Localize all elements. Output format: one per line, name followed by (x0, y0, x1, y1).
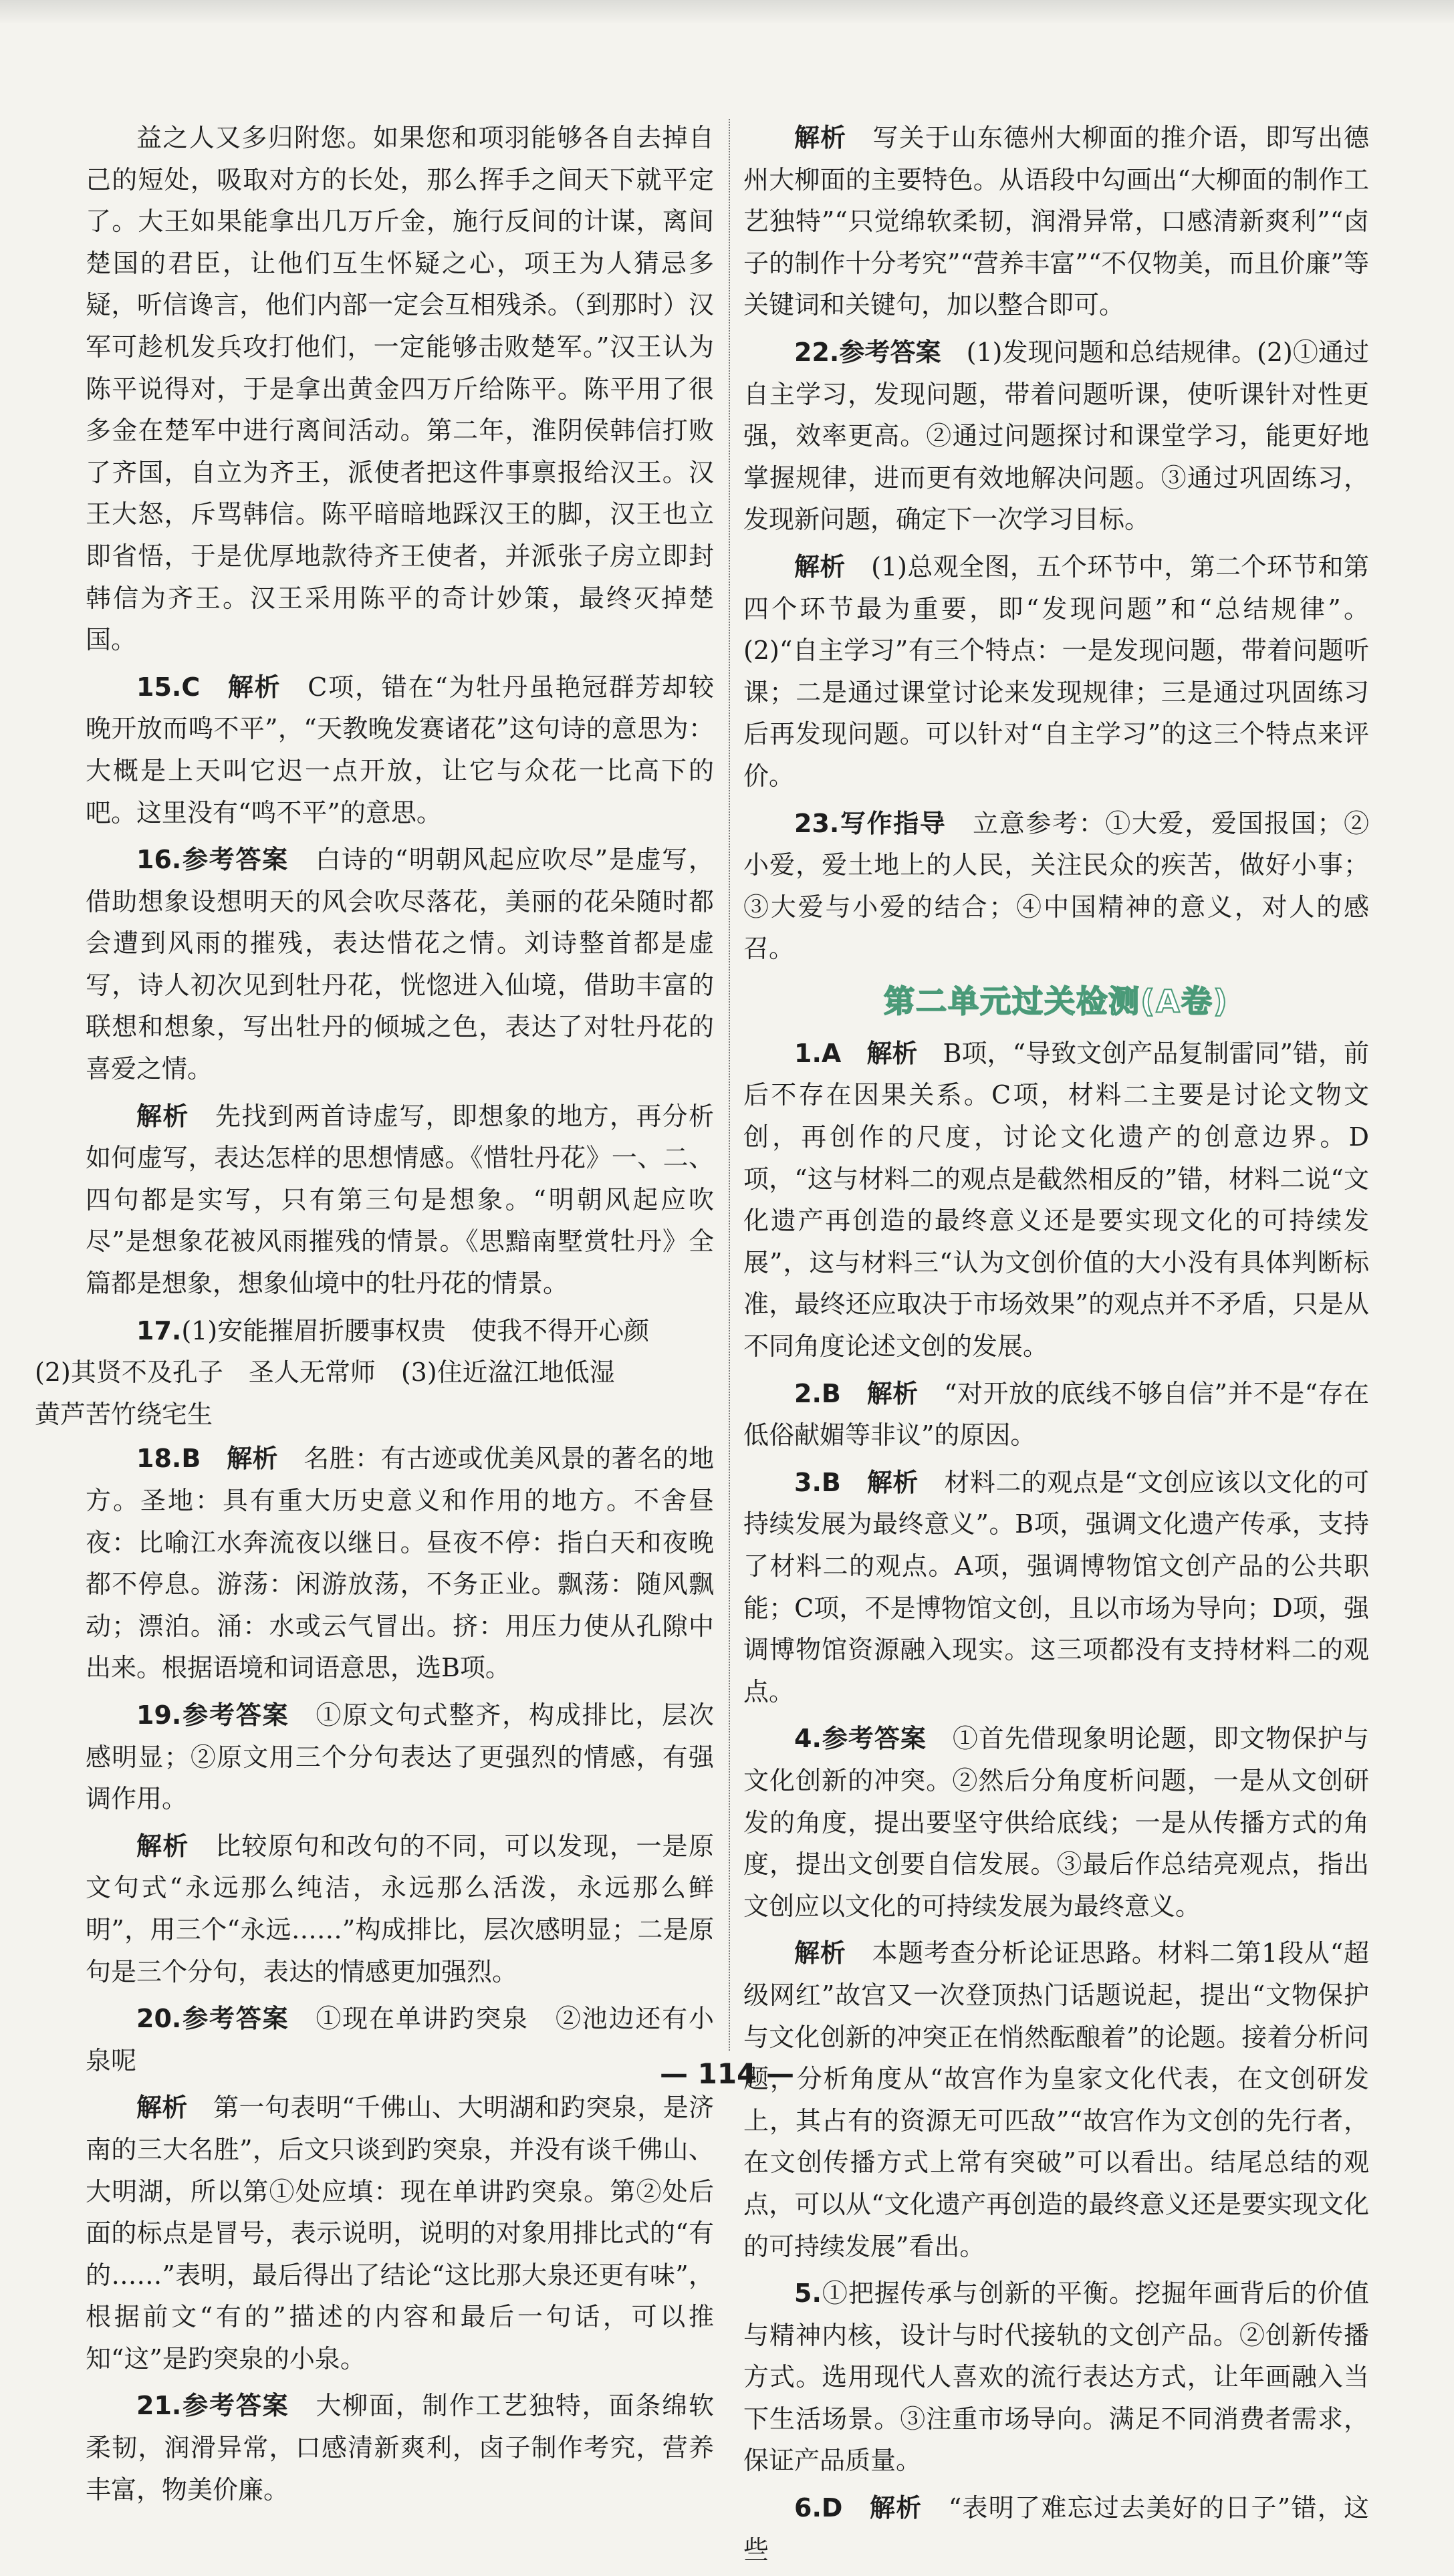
analysis-text: 比较原句和改句的不同，可以发现，一是原文句式“永远那么纯洁，永远那么活泼，永远那么鲜明”，用三个“永远……”构成排比，层次感明显；二是原句是三个分句，表达的情感更加强烈。 (86, 1831, 714, 1986)
answer-line: (1)安能摧眉折腰事权贵 使我不得开心颜 (181, 1315, 650, 1345)
column-divider (729, 119, 730, 2051)
answer-q17 (35, 1310, 714, 1436)
analysis-text: B项，“导致文创产品复制雷同”错，前后不存在因果关系。C项，材料二主要是讨论文物文创，再创作的尺度，讨论文化遗产的创意边界。D项，“这与材料二的观点是截然相反的”错，材料二说“文化遗产再创造的最终意义还是要实现文化的可持续发展”，这与材料三“认为文创价值的大小没有具体判断标准，最终还应取决于市场效果”的观点并不矛盾，只是从不同角度论述文创的发展。 (743, 1038, 1369, 1362)
analysis-label: 解析 (227, 1444, 278, 1474)
question-number: 22. (794, 337, 840, 367)
reference-answer-text: ①现在单讲趵突泉 ②池边还有小泉呢 (86, 2004, 714, 2075)
analysis-text: 本题考查分析论证思路。材料二第1段从“超级网红”故宫又一次登顶热门话题说起，提出“文物保护与文化创新的冲突正在悄然酝酿着”的论题。接着分析问题，分析角度从“故宫作为皇家文化代表，在文创研发上，其占有的资源无可匹敌”“故宫作为文创的先行者，在文创传播方式上常有突破”可以看出。结尾总结的观点，可以从“文化遗产再创造的最终意义还是要实现文化的可持续发展”看出。 (743, 1938, 1369, 2261)
question-number: 6. (794, 2493, 822, 2523)
reference-answer-label: 参考答案 (821, 1724, 927, 1754)
answer-q21 (86, 2385, 714, 2510)
analysis-q16 (86, 1096, 714, 1305)
answer-line: (2)其贤不及孔子 圣人无常师 (3)住近湓江地低湿 (35, 1358, 615, 1388)
reference-answer-text: 白诗的“明朝风起应吹尽”是虚写，借助想象设想明天的风会吹尽落花，美丽的花朵随时都会遭到风雨的摧残，表达惜花之情。刘诗整首都是虚写，诗人初次见到牡丹花，恍惚进入仙境，借助丰富的联想和想象，写出牡丹的倾城之色，表达了对牡丹花的喜爱之情。 (86, 845, 714, 1084)
analysis-label: 解析 (794, 123, 847, 152)
answer-q22 (743, 332, 1369, 541)
paragraph-text: 益之人又多归附您。如果您和项羽能够各自去掉自己的短处，吸取对方的长处，那么挥手之间天下就平定了。大王如果能拿出几万斤金，施行反间的计谋，离间楚国的君臣，让他们互生怀疑之心，项王为人猜忌多疑，听信谗言，他们内部一定会互相残杀。（到那时）汉军可趁机发兵攻打他们，一定能够击败楚军。”汉王认为陈平说得对，于是拿出黄金四万斤给陈平。陈平用了很多金在楚军中进行离间活动。第二年，淮阴侯韩信打败了齐国，自立为齐王，派使者把这件事禀报给汉王。汉王大怒，斥骂韩信。陈平暗暗地踩汉王的脚，汉王也立即省悟，于是优厚地款待齐王使者，并派张子房立即封韩信为齐王。汉王采用陈平的奇计妙策，最终灭掉楚国。 (86, 123, 714, 655)
analysis-q22 (743, 546, 1369, 797)
answer-s5 (743, 2273, 1369, 2482)
answer-q23 (743, 803, 1369, 970)
question-number: 3. (794, 1467, 822, 1497)
analysis-text: 写关于山东德州大柳面的推介语，即写出德州大柳面的主要特色。从语段中勾画出“大柳面的制作工艺独特”“只觉绵软柔韧，润滑异常，口感清新爽利”“卤子的制作十分考究”“营养丰富”“不仅物美，而且价廉”等关键词和关键句，加以整合即可。 (743, 123, 1369, 320)
analysis-label: 解析 (866, 1467, 919, 1497)
writing-guidance-label: 写作指导 (839, 808, 947, 838)
question-number: 5. (794, 2279, 822, 2309)
analysis-text: 先找到两首诗虚写，即想象的地方，再分析如何虚写，表达怎样的思想情感。《惜牡丹花》一、二、四句都是实写，只有第三句是想象。“明朝风起应吹尽”是想象花被风雨摧残的情景。《思黯南墅赏牡丹》全篇都是想象，想象仙境中的牡丹花的情景。 (86, 1101, 714, 1299)
question-number: 16. (136, 845, 182, 875)
analysis-label: 解析 (136, 1101, 189, 1131)
analysis-label: 解析 (794, 551, 846, 582)
right-column (743, 117, 1369, 2576)
answer-choice: A (821, 1038, 842, 1068)
answer-text: ①把握传承与创新的平衡。挖掘年画背后的价值与精神内核，设计与时代接轨的文创产品。②创新传播方式。选用现代人喜欢的流行表达方式，让年画融入当下生活场景。③注重市场导向。满足不同消费者需求，保证产品质量。 (743, 2279, 1369, 2476)
answer-choice: B (821, 1467, 841, 1497)
analysis-text: 第一句表明“千佛山、大明湖和趵突泉，是济南的三大名胜”，后文只谈到趵突泉，并没有谈千佛山、大明湖，所以第①处应填：现在单讲趵突泉。第②处后面的标点是冒号，表示说明，说明的对象用排比式的“有的……”表明，最后得出了结论“这比那大泉还更有味”，根据前文“有的”描述的内容和最后一句话，可以推知“这”是趵突泉的小泉。 (86, 2093, 714, 2373)
answer-q16 (86, 839, 714, 1090)
analysis-text: “表明了难忘过去美好的日子”错，这些 (743, 2493, 1369, 2565)
page-number: — 114 — (660, 2057, 794, 2090)
writing-guidance-text: 立意参考：①大爱，爱国报国；②小爱，爱土地上的人民，关注民众的疾苦，做好小事；③大爱与小爱的结合；④中国精神的意义，对人的感召。 (743, 808, 1369, 964)
analysis-label: 解析 (869, 2493, 923, 2523)
question-number: 21. (136, 2391, 182, 2421)
question-number: 1. (794, 1038, 822, 1068)
reference-answer-text: ①原文句式整齐，构成排比，层次感明显；②原文用三个分句表达了更强烈的情感，有强调作用。 (86, 1700, 714, 1814)
reference-answer-text: (1)发现问题和总结规律。(2)①通过自主学习，发现问题，带着问题听课，使听课针对性更强，效率更高。②通过问题探讨和课堂学习，能更好地掌握规律，进而更有效地解决问题。③通过巩固练习，发现新问题，确定下一次学习目标。 (743, 337, 1369, 535)
analysis-label: 解析 (866, 1038, 918, 1068)
answer-choice: C (181, 672, 201, 702)
analysis-text: (1)总观全图，五个环节中，第二个环节和第四个环节最为重要，即“发现问题”和“总结规律”。(2)“自主学习”有三个特点：一是发现问题，带着问题听课；二是通过课堂讨论来发现规律；三是通过巩固练习后再发现问题。可以针对“自主学习”的这三个特点来评价。 (743, 551, 1369, 791)
analysis-label: 解析 (136, 1831, 189, 1861)
analysis-label: 解析 (227, 672, 281, 702)
reference-answer-label: 参考答案 (839, 337, 941, 367)
reference-answer-text: ①首先借现象明论题，即文物保护与文化创新的冲突。②然后分角度析问题，一是从文创研发的角度，提出要坚守供给底线；一是从传播方式的角度，提出文创要自信发展。③最后作总结亮观点，指出文创应以文化的可持续发展为最终意义。 (743, 1724, 1369, 1921)
analysis-label: 解析 (794, 1938, 846, 1968)
answer-s2 (743, 1373, 1369, 1456)
reference-answer-label: 参考答案 (181, 845, 289, 875)
analysis-q21 (743, 117, 1369, 326)
question-number: 19. (136, 1700, 182, 1730)
reference-answer-label: 参考答案 (181, 1700, 289, 1730)
answer-line: 黄芦苦竹绕宅生 (35, 1399, 213, 1429)
answer-s6 (743, 2487, 1369, 2571)
reference-answer-label: 参考答案 (181, 2004, 289, 2034)
answer-q14-continuation (86, 117, 714, 661)
answer-choice: B (821, 1378, 841, 1408)
analysis-text: 材料二的观点是“文创应该以文化的可持续发展为最终意义”。B项，强调文化遗产传承，支持了材料二的观点。A项，强调博物馆文创产品的公共职能；C项，不是博物馆文创，且以市场为导向；D项，强调博物馆资源融入现实。这三项都没有支持材料二的观点。 (743, 1467, 1369, 1706)
question-number: 18. (136, 1444, 182, 1474)
answer-s1 (743, 1033, 1369, 1368)
analysis-label: 解析 (866, 1378, 919, 1408)
question-number: 2. (794, 1378, 822, 1408)
question-number: 4. (794, 1724, 822, 1754)
answer-q19 (86, 1694, 714, 1820)
answer-s4 (743, 1718, 1369, 1927)
answer-q15 (86, 666, 714, 833)
analysis-q19 (86, 1825, 714, 1992)
answer-choice: B (181, 1444, 201, 1474)
left-column (35, 117, 714, 2516)
analysis-label: 解析 (136, 2093, 188, 2123)
question-number: 17. (136, 1315, 182, 1345)
section-title: 第二单元过关检测(A卷) (884, 983, 1229, 1019)
reference-answer-text: 大柳面，制作工艺独特，面条绵软柔韧，润滑异常，口感清新爽利，卤子制作考究，营养丰富，物美价廉。 (86, 2391, 714, 2504)
reference-answer-label: 参考答案 (181, 2391, 289, 2421)
analysis-text: 名胜：有古迹或优美风景的著名的地方。圣地：具有重大历史意义和作用的地方。不舍昼夜：比喻江水奔流夜以继日。昼夜不停：指白天和夜晚都不停息。游荡：闲游放荡，不务正业。飘荡：随风飘动；漂泊。涌：水或云气冒出。挤：用压力使从孔隙中出来。根据语境和词语意思，选B项。 (86, 1444, 714, 1683)
answer-q18 (86, 1438, 714, 1689)
question-number: 20. (136, 2004, 182, 2034)
answer-choice: D (821, 2493, 843, 2523)
question-number: 23. (794, 808, 840, 838)
analysis-q20 (86, 2087, 714, 2379)
scan-top-edge (0, 0, 1454, 23)
analysis-text: C项，错在“为牡丹虽艳冠群芳却较晚开放而鸣不平”，“天教晚发赛诸花”这句诗的意思为：大概是上天叫它迟一点开放，让它与众花一比高下的吧。这里没有“鸣不平”的意思。 (86, 672, 714, 827)
analysis-s4 (743, 1932, 1369, 2267)
question-number: 15. (136, 672, 182, 702)
answer-s3 (743, 1462, 1369, 1713)
analysis-text: “对开放的底线不够自信”并不是“存在低俗献媚等非议”的原因。 (743, 1378, 1369, 1450)
